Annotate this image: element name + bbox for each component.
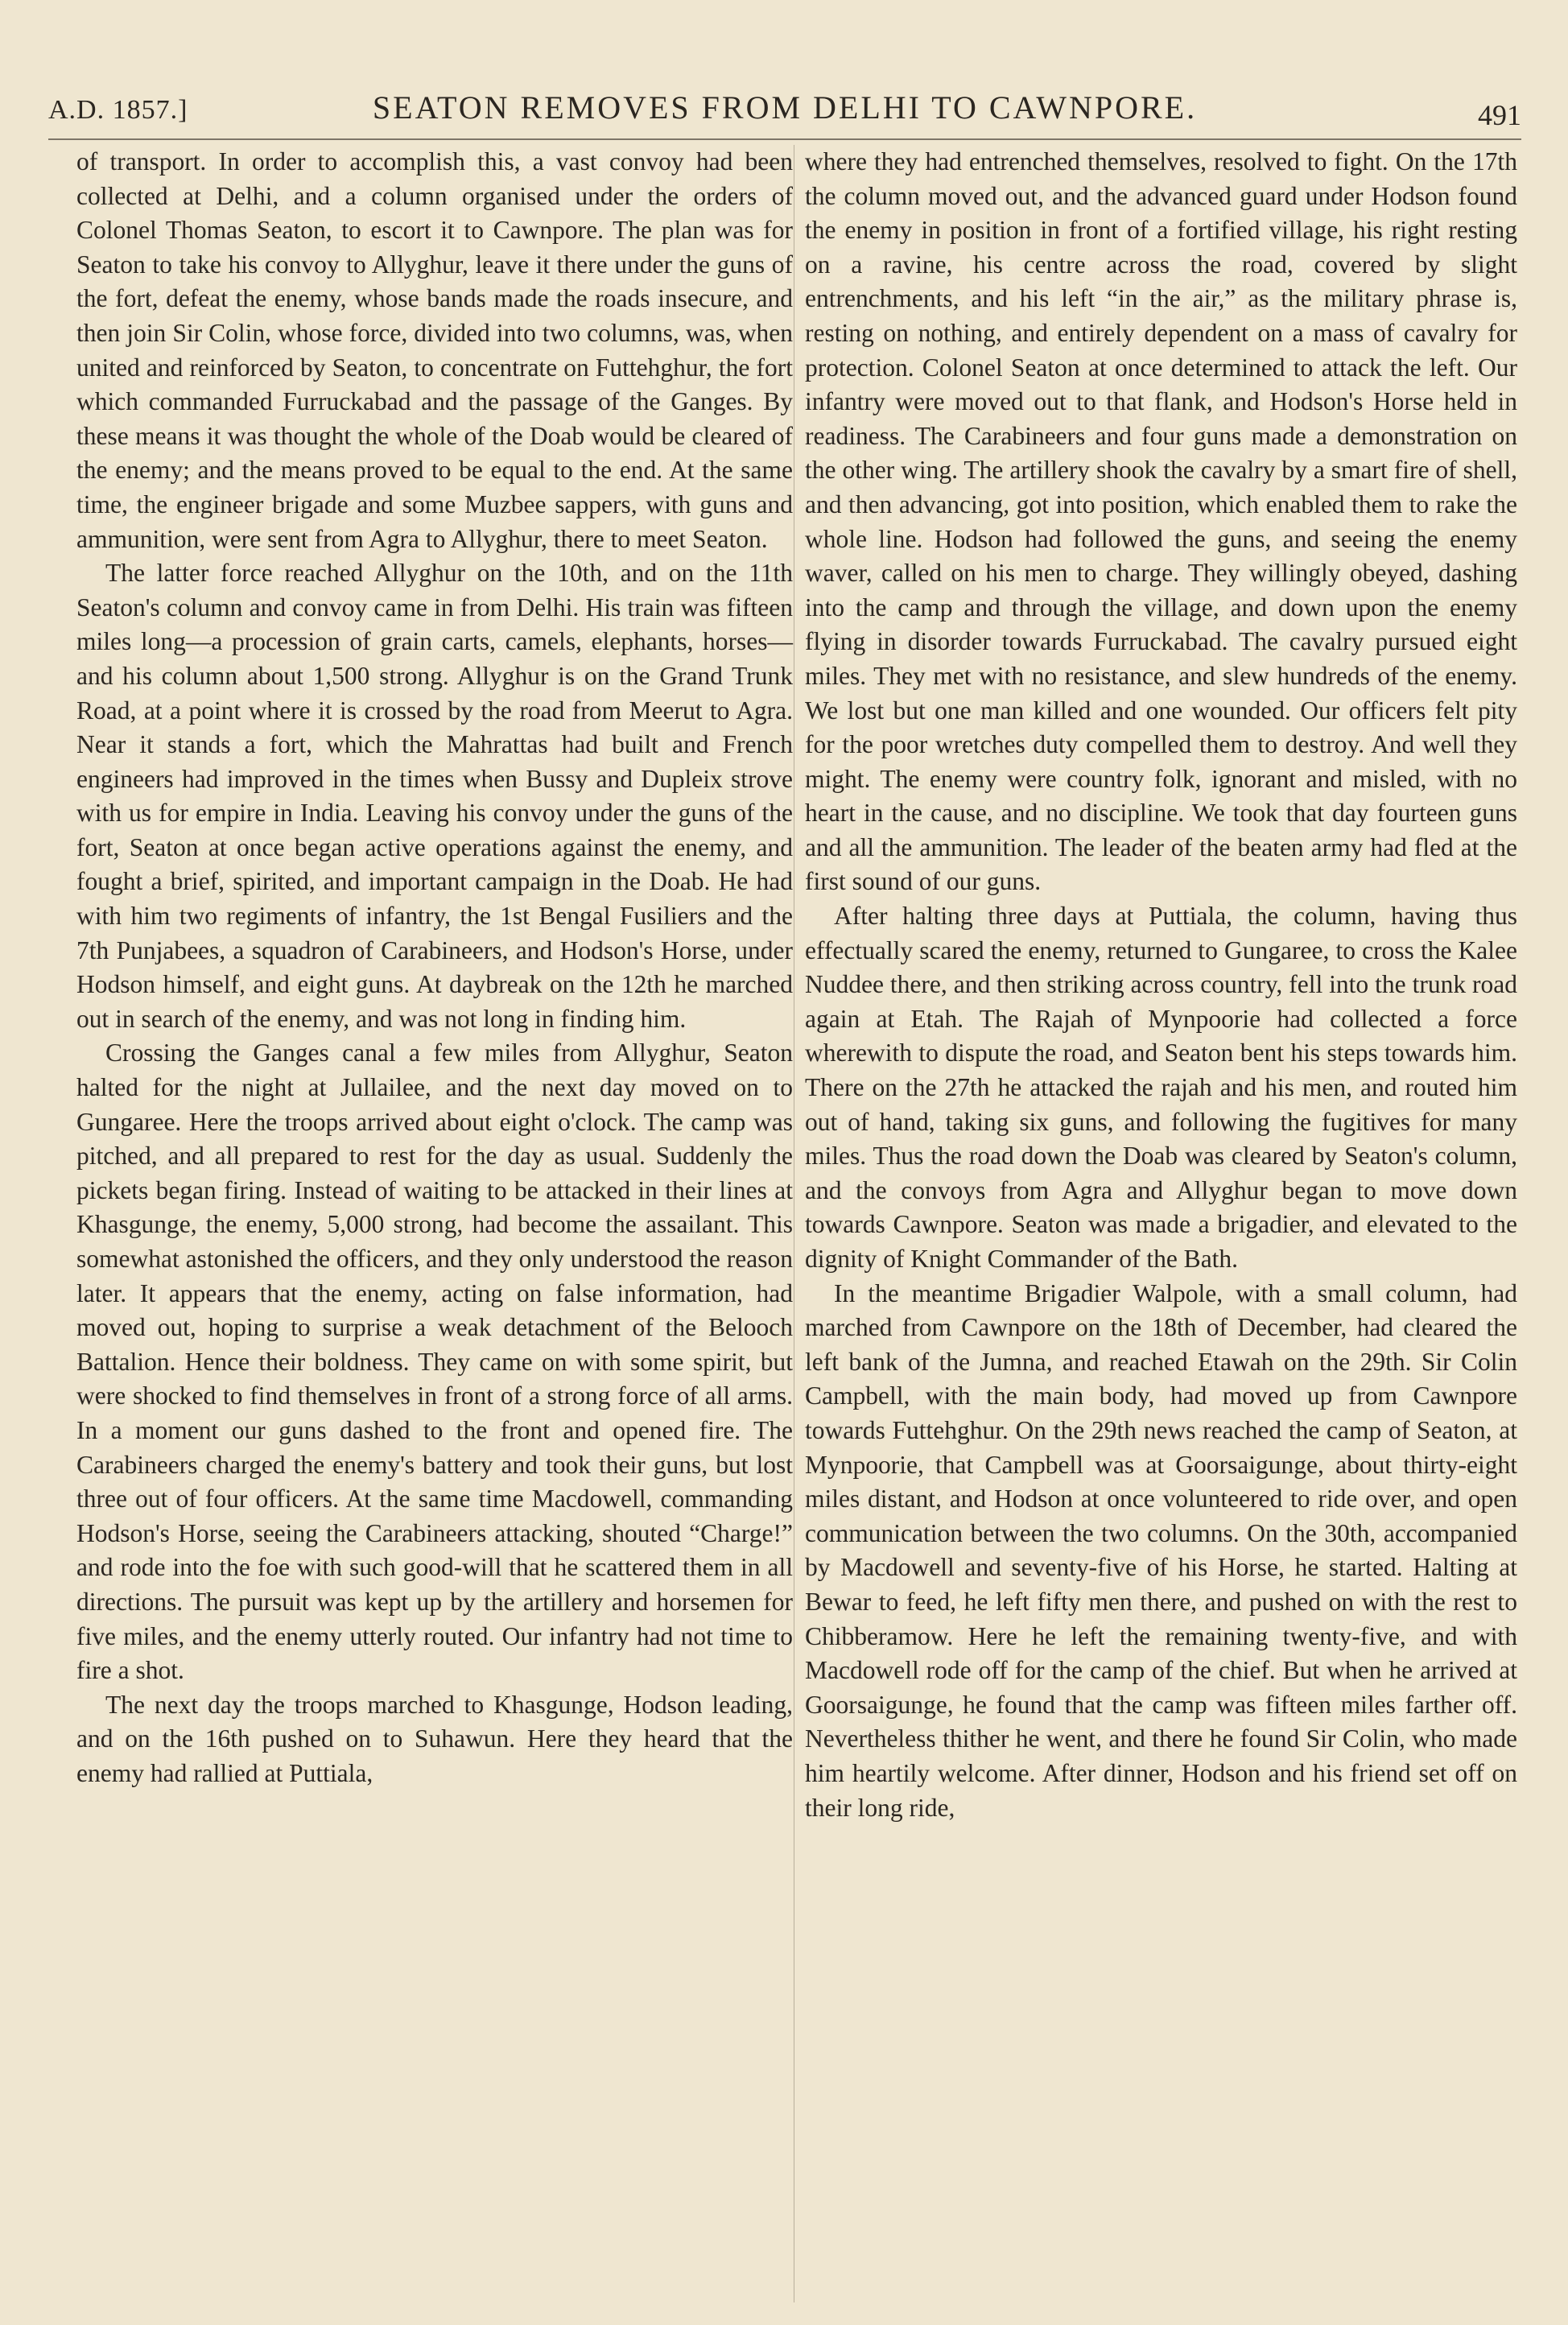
page-number: 491 [1478, 99, 1521, 131]
paragraph: In the meantime Brigadier Walpole, with a small column, had marched from Cawnpore on the 18th of December, had cleared the left bank of the Jumna, and reached Etawah on the 29th. Sir Colin Campbell, with the main body, had moved up from Cawnpore towards Futtehghur. On the 29th news reached the camp of Seaton, at Mynpoorie, that Campbell was at Goorsaigunge, about thirty-eight miles distant, and Hodson at once volunteered to ride over, and open communication between the two columns. On the 30th, accompanied by Macdowell and seventy-five of his Horse, he started. Halting at Bewar to feed, he left fifty men there, and pushed on with the rest to Chibberamow. Here he left the remaining twenty-five, and with Macdowell rode off for the camp of the chief. But when he arrived at Goorsaigunge, he found that the camp was fifteen miles farther off. Nevertheless thither he went, and there he found Sir Colin, who made him heartily welcome. After dinner, Hodson and his friend set off on their long ride, [805, 1278, 1517, 1822]
header-rule [48, 138, 1521, 140]
running-header [48, 89, 1521, 137]
paragraph: After halting three days at Puttiala, the column, having thus effectually scared the enemy, returned to Gungaree, to cross the Kalee Nuddee there, and then striking across country, fell into the trunk road again at Etah. The Rajah of Mynpoorie had collected a force wherewith to dispute the road, and Seaton bent his steps towards him. There on the 27th he attacked the rajah and his men, and routed him out of hand, taking six guns, and following the fugitives for many miles. Thus the road down the Doab was cleared by Seaton's column, and the convoys from Agra and Allyghur began to move down towards Cawnpore. Seaton was made a brigadier, and elevated to the dignity of Knight Commander of the Bath. [805, 902, 1517, 1273]
paragraph: of transport. In order to accomplish this, a vast convoy had been collected at Delhi, and a column organised under the orders of Colonel Thomas Seaton, to escort it to Cawnpore. The plan was for Seaton to take his convoy to Allyghur, leave it there under the guns of the fort, defeat the enemy, whose bands made the roads insecure, and then join Sir Colin, whose force, divided into two columns, was, when united and reinforced by Seaton, to concentrate on Futtehghur, the fort which commanded Furruckabad and the passage of the Ganges. By these means it was thought the whole of the Doab would be cleared of the enemy; and the means proved to be equal to the end. At the same time, the engineer brigade and some Muzbee sappers, with guns and ammunition, were sent from Agra to Allyghur, there to meet Seaton. [76, 147, 793, 553]
left-column [76, 145, 793, 1791]
page-title: SEATON REMOVES FROM DELHI TO CAWNPORE. [372, 89, 1198, 126]
right-column [805, 145, 1517, 1825]
paragraph: The latter force reached Allyghur on the 10th, and on the 11th Seaton's column and convoy came in from Delhi. His train was fifteen miles long—a procession of grain carts, camels, elephants, horses—and his column about 1,500 strong. Allyghur is on the Grand Trunk Road, at a point where it is crossed by the road from Meerut to Agra. Near it stands a fort, which the Mahrattas had built and French engineers had improved in the times when Bussy and Dupleix strove with us for empire in India. Leaving his convoy under the guns of the fort, Seaton at once began active operations against the enemy, and fought a brief, spirited, and important campaign in the Doab. He had with him two regiments of infantry, the 1st Bengal Fusiliers and the 7th Punjabees, a squadron of Carabineers, and Hodson's Horse, under Hodson himself, and eight guns. At daybreak on the 12th he marched out in search of the enemy, and was not long in finding him. [76, 559, 793, 1033]
header-date: A.D. 1857.] [48, 95, 188, 125]
paragraph: The next day the troops marched to Khasgunge, Hodson leading, and on the 16th pushed on to Suhawun. Here they heard that the enemy had rallied at Puttiala, [76, 1690, 793, 1787]
paragraph: Crossing the Ganges canal a few miles from Allyghur, Seaton halted for the night at Jullailee, and the next day moved on to Gungaree. Here the troops arrived about eight o'clock. The camp was pitched, and all prepared to rest for the day as usual. Suddenly the pickets began firing. Instead of waiting to be attacked in their lines at Khasgunge, the enemy, 5,000 strong, had become the assailant. This somewhat astonished the officers, and they only understood the reason later. It appears that the enemy, acting on false information, had moved out, hoping to surprise a weak detachment of the Belooch Battalion. Hence their boldness. They came on with some spirit, but were shocked to find themselves in front of a strong force of all arms. In a moment our guns dashed to the front and opened fire. The Carabineers charged the enemy's battery and took their guns, but lost three out of four officers. At the same time Macdowell, commanding Hodson's Horse, seeing the Carabineers attacking, shouted “Charge!” and rode into the foe with such good-will that he scattered them in all directions. The pursuit was kept up by the artillery and horsemen for five miles, and the enemy utterly routed. Our infantry had not time to fire a shot. [76, 1039, 793, 1685]
paragraph: where they had entrenched themselves, resolved to fight. On the 17th the column moved out, and the advanced guard under Hodson found the enemy in position in front of a fortified village, his right resting on a ravine, his centre across the road, covered by slight entrenchments, and his left “in the air,” as the military phrase is, resting on nothing, and entirely dependent on a mass of cavalry for protection. Colonel Seaton at once determined to attack the left. Our infantry were moved out to that flank, and Hodson's Horse held in readiness. The Carabineers and four guns made a demonstration on the other wing. The artillery shook the cavalry by a smart fire of shell, and then advancing, got into position, which enabled them to rake the whole line. Hodson had followed the guns, and seeing the enemy waver, called on his men to charge. They willingly obeyed, dashing into the camp and through the village, and down upon the enemy flying in disorder towards Furruckabad. The cavalry pursued eight miles. They met with no resistance, and slew hundreds of the enemy. We lost but one man killed and one wounded. Our officers felt pity for the poor wretches duty compelled them to destroy. And well they might. The enemy were country folk, ignorant and misled, with no heart in the cause, and no discipline. We took that day fourteen guns and all the ammunition. The leader of the beaten army had fled at the first sound of our guns. [805, 147, 1517, 896]
